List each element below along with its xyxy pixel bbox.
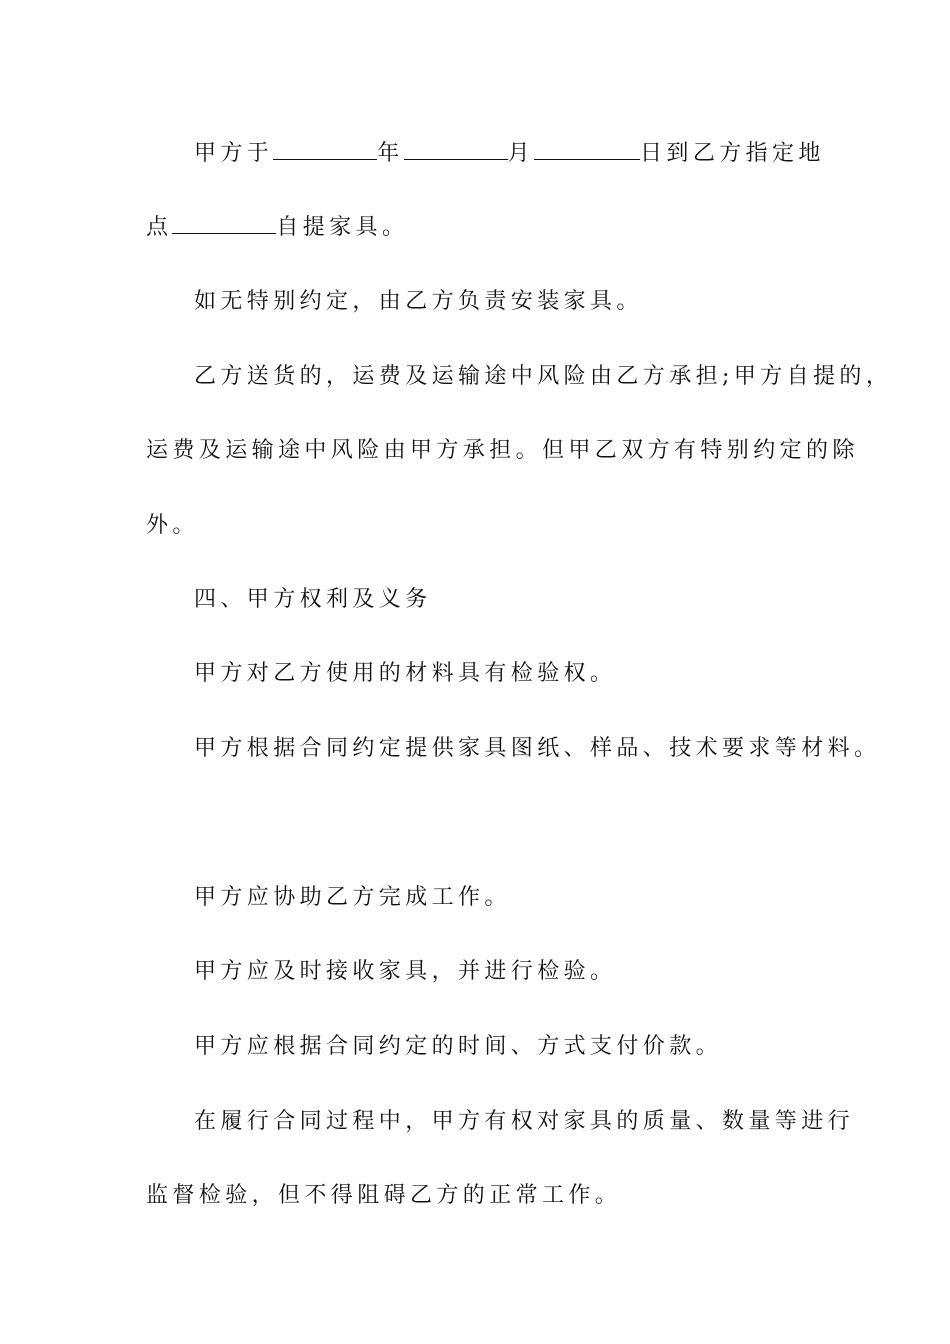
supervision-paragraph-line-1: 在履行合同过程中，甲方有权对家具的质量、数量等进行 xyxy=(194,1109,855,1134)
provide-materials-paragraph: 甲方根据合同约定提供家具图纸、样品、技术要求等材料。 xyxy=(194,736,881,761)
month-blank xyxy=(404,137,508,160)
payment-paragraph: 甲方应根据合同约定的时间、方式支付价款。 xyxy=(194,1034,723,1059)
receive-paragraph: 甲方应及时接收家具，并进行检验。 xyxy=(194,959,617,984)
delivery-text-b: 年 xyxy=(377,141,404,166)
delivery-date-line xyxy=(0,137,950,169)
freight-paragraph-line-2: 运费及运输途中风险由甲方承担。但甲乙双方有特别约定的除 xyxy=(146,438,859,463)
assist-paragraph: 甲方应协助乙方完成工作。 xyxy=(194,885,511,910)
supervision-paragraph-line-2: 监督检验，但不得阻碍乙方的正常工作。 xyxy=(146,1183,622,1208)
delivery-text-e: 点 xyxy=(146,215,173,240)
pickup-location-line xyxy=(0,211,950,243)
day-blank xyxy=(534,137,640,160)
freight-paragraph-line-1: 乙方送货的，运费及运输途中风险由乙方承担;甲方自提的， xyxy=(194,364,893,389)
delivery-text-a: 甲方于 xyxy=(194,141,274,166)
delivery-text-f: 自提家具。 xyxy=(276,215,409,240)
delivery-text-c: 月 xyxy=(507,141,535,166)
inspection-right-paragraph: 甲方对乙方使用的材料具有检验权。 xyxy=(194,661,617,686)
section-heading: 四、甲方权利及义务 xyxy=(194,587,432,612)
freight-paragraph-line-3: 外。 xyxy=(146,513,199,538)
installation-paragraph: 如无特别约定，由乙方负责安装家具。 xyxy=(194,289,643,314)
delivery-text-d: 日到乙方指定地 xyxy=(640,141,825,166)
location-blank xyxy=(172,211,276,234)
year-blank xyxy=(273,137,377,160)
